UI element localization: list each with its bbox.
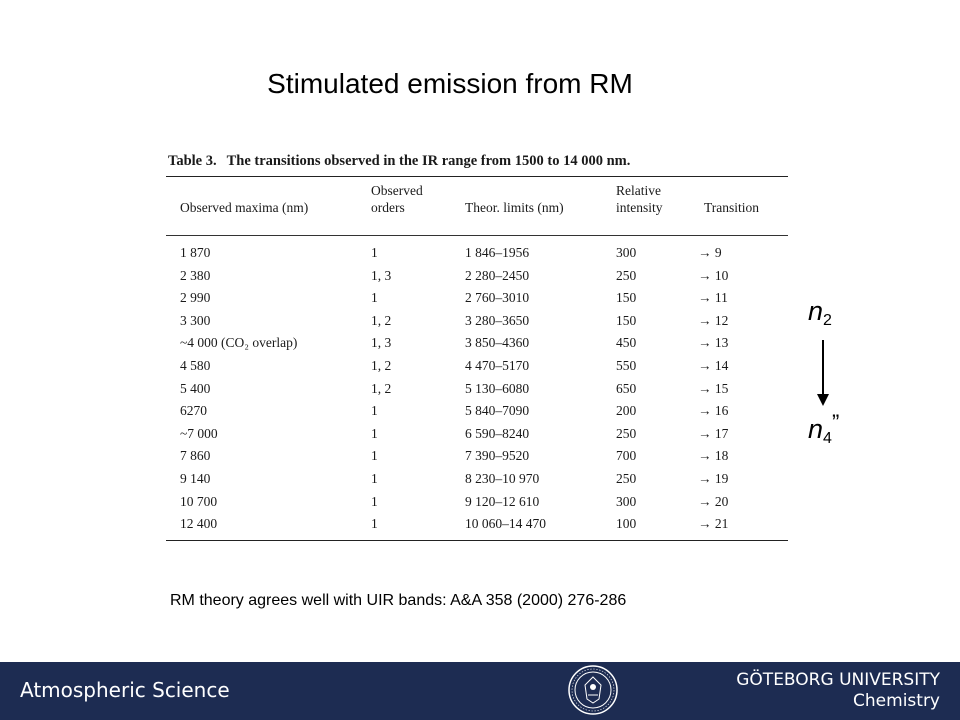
- cell-transition: → 15: [698, 380, 729, 396]
- cell-orders: 1: [371, 470, 378, 486]
- footer-university-name: GÖTEBORG UNIVERSITY: [736, 670, 940, 690]
- cell-orders: 1: [371, 516, 378, 532]
- table-body: [166, 236, 788, 536]
- cell-limits: 5 840–7090: [465, 403, 530, 419]
- header-orders-line2: orders: [371, 200, 405, 215]
- cell-intensity: 300: [616, 245, 637, 260]
- cell-maxima: 2 380: [180, 267, 211, 283]
- cell-orders: 1: [371, 493, 378, 509]
- cell-transition: → 20: [698, 493, 729, 509]
- cell-maxima: 6270: [180, 403, 207, 419]
- cell-limits: 10 060–14 470: [465, 516, 546, 532]
- table-row: [166, 310, 788, 333]
- table-row: [166, 287, 788, 310]
- cell-orders: 1, 3: [371, 335, 392, 351]
- table-caption-text: The transitions observed in the IR range from 1500 to 14 000 nm.: [226, 153, 631, 169]
- cell-intensity: 300: [616, 493, 637, 509]
- cell-orders: 1: [371, 448, 378, 464]
- cell-intensity: 650: [616, 380, 637, 396]
- cell-maxima: 7 860: [180, 448, 211, 464]
- cell-intensity: 100: [616, 516, 637, 532]
- cell-intensity: 550: [616, 357, 637, 373]
- cell-maxima: 12 400: [180, 516, 218, 532]
- lower-level-mark: ”: [831, 410, 840, 435]
- table-row: [166, 378, 788, 401]
- header-intensity-line1: Relative: [616, 183, 661, 198]
- cell-intensity: 250: [616, 470, 637, 486]
- cell-maxima: ~4 000 (CO₂ overlap): [180, 335, 298, 351]
- cell-intensity: 200: [616, 403, 637, 419]
- header-transition: Transition: [704, 200, 760, 215]
- cell-transition: → 14: [698, 357, 729, 373]
- transition-arrow-head: [817, 394, 829, 406]
- cell-limits: 6 590–8240: [465, 425, 530, 441]
- cell-maxima: 10 700: [180, 493, 218, 509]
- upper-level-symbol: n: [808, 296, 824, 326]
- header-limits: Theor. limits (nm): [465, 200, 564, 215]
- lower-level-label: [808, 410, 839, 448]
- cell-intensity: 450: [616, 335, 637, 351]
- slide-title: Stimulated emission from RM: [267, 68, 633, 99]
- cell-maxima: 2 990: [180, 290, 211, 306]
- cell-maxima: 5 400: [180, 380, 211, 396]
- cell-intensity: 700: [616, 448, 637, 464]
- table-header: [166, 177, 788, 235]
- table-row: [166, 445, 788, 468]
- cell-limits: 5 130–6080: [465, 380, 530, 396]
- table-row: [166, 332, 788, 355]
- table-row: [166, 400, 788, 423]
- cell-transition: → 19: [698, 470, 729, 486]
- cell-limits: 3 280–3650: [465, 312, 530, 328]
- cell-intensity: 250: [616, 267, 637, 283]
- cell-limits: 7 390–9520: [465, 448, 530, 464]
- table-row: [166, 513, 788, 536]
- cell-transition: → 9: [698, 245, 722, 260]
- header-orders-line1: Observed: [371, 183, 423, 198]
- cell-limits: 4 470–5170: [465, 357, 530, 373]
- cell-limits: 9 120–12 610: [465, 493, 540, 509]
- cell-orders: 1: [371, 290, 378, 306]
- reference-footnote: RM theory agrees well with UIR bands: A&A 358 (2000) 276-286: [170, 592, 627, 609]
- cell-limits: 3 850–4360: [465, 335, 530, 351]
- header-intensity-line2: intensity: [616, 200, 663, 215]
- table-bottom-rule: [166, 540, 788, 541]
- cell-transition: → 12: [698, 312, 729, 328]
- cell-limits: 8 230–10 970: [465, 470, 540, 486]
- footer-department: Atmospheric Science: [20, 678, 230, 702]
- cell-orders: 1, 2: [371, 380, 392, 396]
- cell-limits: 2 760–3010: [465, 290, 530, 306]
- transitions-table: [166, 146, 788, 541]
- table-label: Table 3.: [168, 153, 217, 169]
- cell-transition: → 13: [698, 335, 729, 351]
- footer-university: [736, 670, 940, 712]
- cell-orders: 1, 2: [371, 312, 392, 328]
- table-row: [166, 423, 788, 446]
- cell-orders: 1: [371, 245, 378, 260]
- cell-limits: 1 846–1956: [465, 245, 530, 260]
- cell-transition: → 17: [698, 425, 729, 441]
- cell-maxima: ~7 000: [180, 425, 218, 441]
- cell-maxima: 1 870: [180, 245, 211, 260]
- header-intensity: [616, 182, 663, 216]
- table-caption: [168, 146, 788, 176]
- upper-level-subscript: 2: [823, 312, 832, 329]
- cell-orders: 1, 3: [371, 267, 392, 283]
- table-row: [166, 265, 788, 288]
- cell-transition: → 16: [698, 403, 729, 419]
- cell-transition: → 21: [698, 516, 729, 532]
- header-maxima: Observed maxima (nm): [180, 200, 309, 215]
- footer-university-dept: Chemistry: [853, 691, 940, 711]
- upper-level-label: [808, 296, 832, 330]
- cell-transition: → 10: [698, 267, 729, 283]
- table-row: [166, 355, 788, 378]
- lower-level-symbol: n: [808, 414, 824, 444]
- cell-orders: 1: [371, 403, 378, 419]
- table-row: [166, 468, 788, 491]
- cell-orders: 1, 2: [371, 357, 392, 373]
- transition-arrow: [822, 340, 824, 396]
- cell-maxima: 4 580: [180, 357, 211, 373]
- table-row: [166, 242, 788, 265]
- cell-maxima: 9 140: [180, 470, 211, 486]
- university-seal-icon: [568, 665, 618, 715]
- header-orders: [371, 182, 423, 216]
- table-row: [166, 491, 788, 514]
- cell-orders: 1: [371, 425, 378, 441]
- cell-transition: → 11: [698, 290, 728, 306]
- cell-transition: → 18: [698, 448, 729, 464]
- lower-level-subscript: 4: [823, 430, 832, 447]
- cell-intensity: 150: [616, 290, 637, 306]
- cell-maxima: 3 300: [180, 312, 211, 328]
- cell-intensity: 150: [616, 312, 637, 328]
- cell-limits: 2 280–2450: [465, 267, 530, 283]
- footer-bar: [0, 662, 960, 720]
- cell-intensity: 250: [616, 425, 637, 441]
